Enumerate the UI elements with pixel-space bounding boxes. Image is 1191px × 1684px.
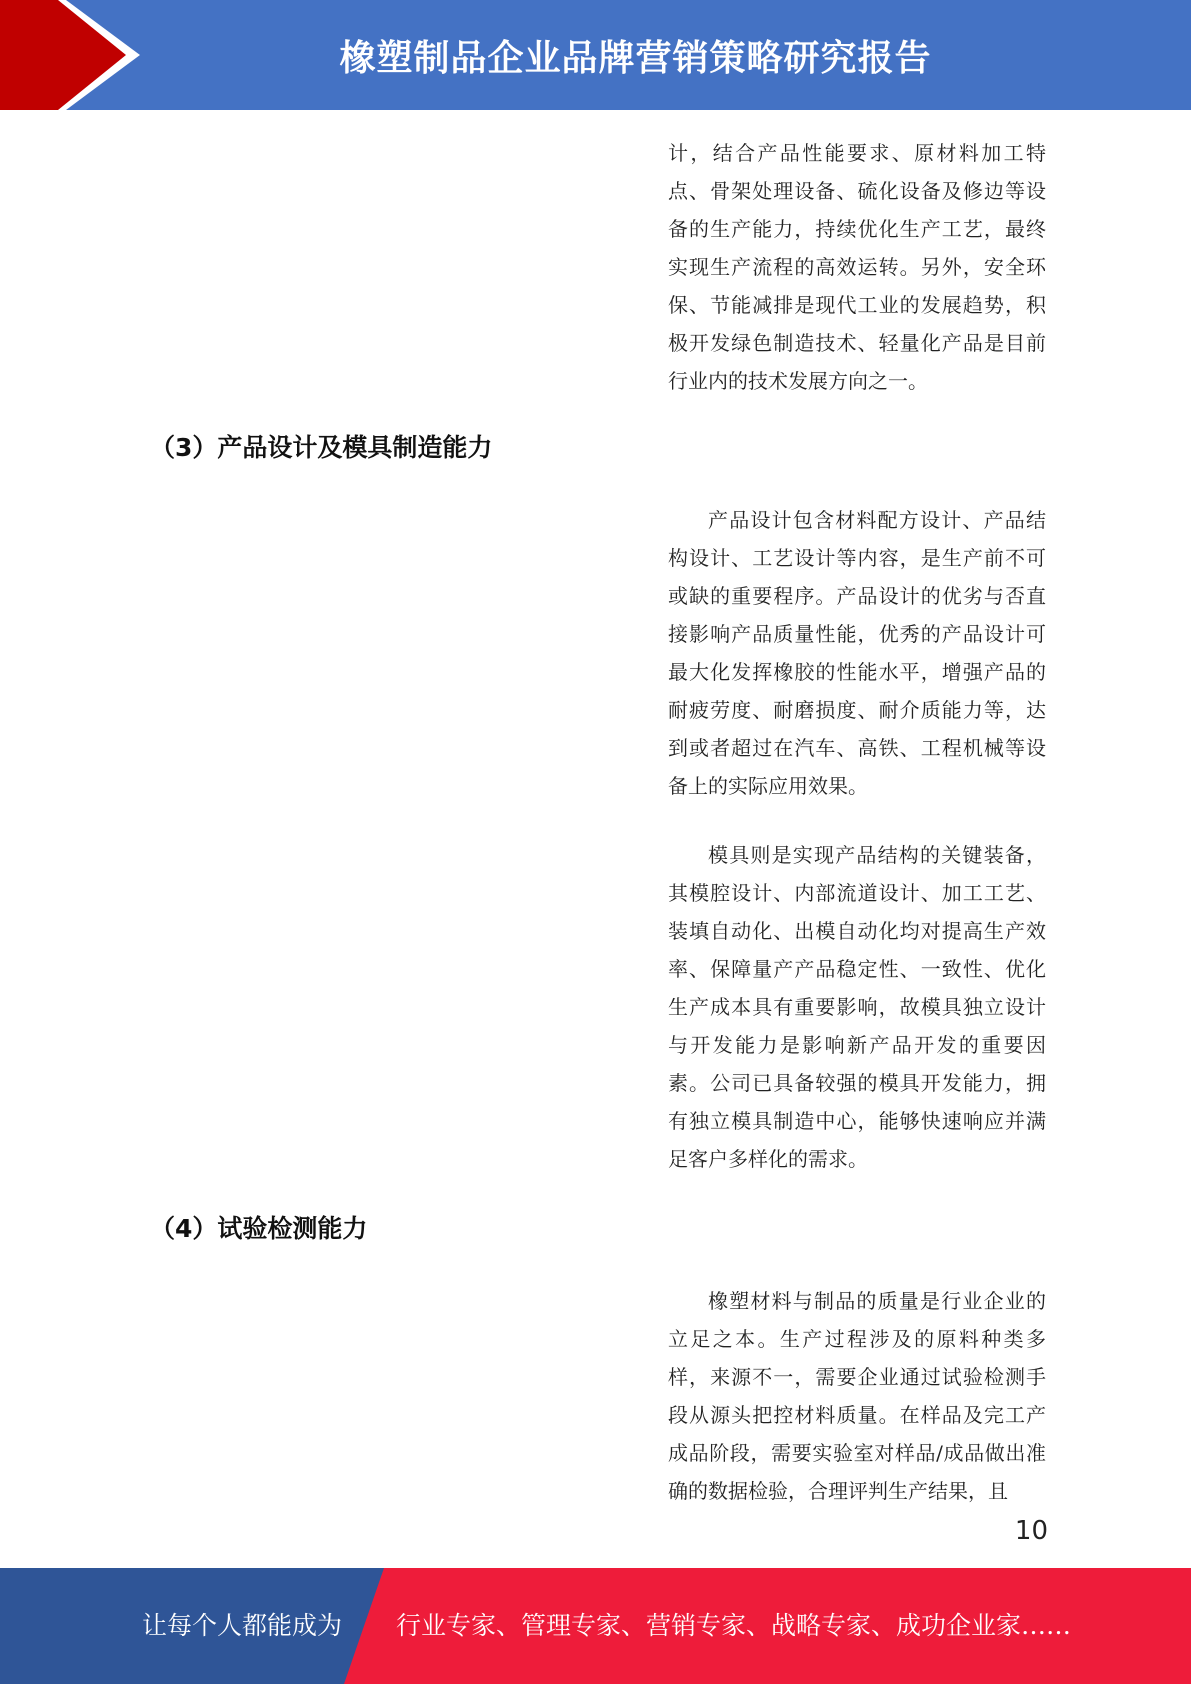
red-chevron-icon [0,0,160,110]
paragraph-product-design: 产品设计包含材料配方设计、产品结构设计、工艺设计等内容，是生产前不可或缺的重要程序。产品设计的优劣与否直接影响产品质量性能，优秀的产品设计可最大化发挥橡胶的性能水平，增强产品的耐疲劳度、耐磨损度、耐介质能力等，达到或者超过在汽车、高铁、工程机械等设备上的实际应用效果。 [668,508,1046,798]
section-heading-4: （4）试验检测能力 [150,1214,368,1243]
section-heading-3: （3）产品设计及模具制造能力 [150,433,493,462]
paragraph-continuation: 计，结合产品性能要求、原材料加工特点、骨架处理设备、硫化设备及修边等设备的生产能力，持续优化生产工艺，最终实现生产流程的高效运转。另外，安全环保、节能减排是现代工业的发展趋势，积极开发绿色制造技术、轻量化产品是目前行业内的技术发展方向之一。 [668,141,1046,393]
footer-slogan-right: 行业专家、管理专家、营销专家、战略专家、成功企业家…… [396,1611,1072,1640]
paragraph-testing: 橡塑材料与制品的质量是行业企业的立足之本。生产过程涉及的原料种类多样，来源不一，需要企业通过试验检测手段从源头把控材料质量。在样品及完工产成品阶段，需要实验室对样品/成品做出准确的数据检验，合理评判生产结果，且 [668,1289,1046,1503]
footer-banner [0,1568,1191,1684]
header-bar [0,0,1191,110]
footer-slogan-left: 让每个人都能成为 [142,1611,343,1640]
page-number: 10 [1014,1516,1048,1546]
report-title: 橡塑制品企业品牌营销策略研究报告 [339,37,932,79]
paragraph-mold: 模具则是实现产品结构的关键装备，其模腔设计、内部流道设计、加工工艺、装填自动化、出模自动化均对提高生产效率、保障量产产品稳定性、一致性、优化生产成本具有重要影响，故模具独立设计与开发能力是影响新产品开发的重要因素。公司已具备较强的模具开发能力，拥有独立模具制造中心，能够快速响应并满足客户多样化的需求。 [668,843,1046,1171]
